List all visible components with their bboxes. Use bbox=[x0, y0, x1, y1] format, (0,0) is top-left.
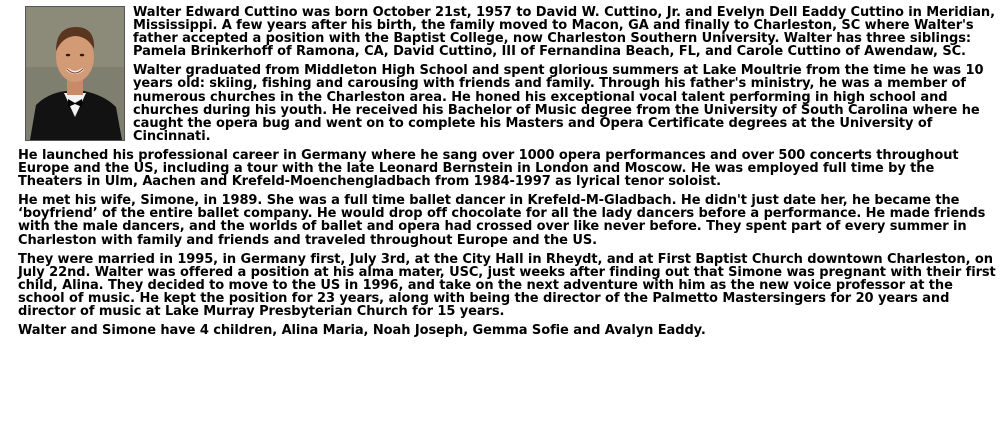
obituary-paragraph-birth: Walter Edward Cuttino was born October 21st, 1957 to David W. Cuttino, Jr. and Evelyn Dell Eaddy Cuttino in Meridian, Mississippi. A few years after his birth, the family moved to Macon, GA and finally to Charleston, SC where Walter's father accepted a position with the Baptist College, now Charleston Southern University. Walter has three siblings: Pamela Brinkerhoff of Ramona, CA, David Cuttino, III of Fernandina Beach, FL, and Carole Cuttino of Awendaw, SC. bbox=[133, 5, 995, 60]
portrait-photo-icon bbox=[26, 7, 124, 140]
obituary-paragraph-marriage-meeting: He met his wife, Simone, in 1989. She was a full time ballet dancer in Krefeld-M-Gladbach. He didn't just date her, he became the ‘boyfriend’ of the entire ballet company. He would drop off chocolate for all the lady dancers before a performance. He made friends with the male dancers, and the worlds of ballet and opera had crossed over like never before. They spent part of every summer in Charleston with family and friends and traveled throughout Europe and the US. bbox=[18, 193, 986, 248]
portrait-photo bbox=[25, 6, 125, 141]
obituary-paragraph-education: Walter graduated from Middleton High School and spent glorious summers at Lake Moultrie from the time he was 10 years old: skiing, fishing and carousing with friends and family. Through his father's ministry, he was a member of numerous churches in the Charleston area. He honed his exceptional vocal talent performing in high school and churches during his youth. He received his Bachelor of Music degree from the University of South Carolina where he caught the opera bug and went on to complete his Masters and Opera Certificate degrees at the University of Cincinnati. bbox=[133, 63, 984, 144]
obituary-paragraph-usc: They were married in 1995, in Germany first, July 3rd, at the City Hall in Rheydt, and at First Baptist Church downtown Charleston, on July 22nd. Walter was offered a position at his alma mater, USC, just weeks after finding out that Simone was pregnant with their first child, Alina. They decided to move to the US in 1996, and take on the next adventure with him as the new voice professor at the school of music. He kept the position for 23 years, along with being the director of the Palmetto Mastersingers for 20 years and director of music at Lake Murray Presbyterian Church for 15 years. bbox=[18, 251, 996, 319]
obituary-paragraph-career: He launched his professional career in Germany where he sang over 1000 opera performances and over 500 concerts throughout Europe and the US, including a tour with the late Leonard Bernstein in London and Moscow. He was employed full time by the Theaters in Ulm, Aachen and Krefeld-Moenchengladbach from 1984-1997 as lyrical tenor soloist. bbox=[18, 147, 959, 190]
obituary-paragraph-children: Walter and Simone have 4 children, Alina Maria, Noah Joseph, Gemma Sofie and Avalyn Eaddy. bbox=[18, 323, 706, 339]
obituary-article bbox=[18, 6, 1002, 343]
